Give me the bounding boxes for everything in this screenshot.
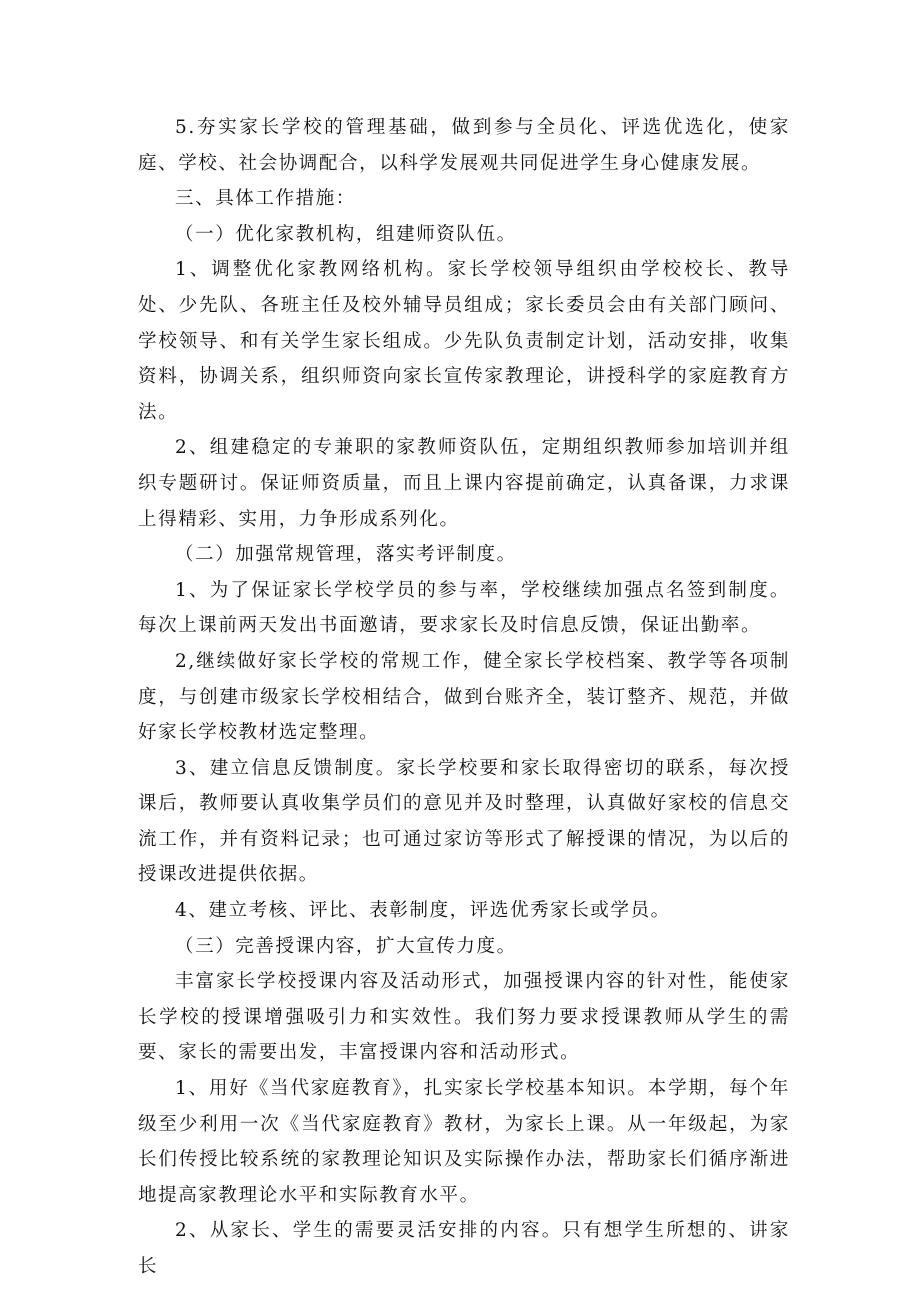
paragraph-assessment: 4、建立考核、评比、表彰制度，评选优秀家长或学员。 — [175, 900, 671, 922]
subheading-routine-management: （二）加强常规管理，落实考评制度。 — [175, 544, 517, 566]
paragraph-build-teachers: 2、组建稳定的专兼职的家教师资队伍，定期组织教师参加培训并组织专题研讨。保证师资质量，而且上课内容提前确定，认真备课，力求课上得精彩、实用，力争形成系列化。 — [138, 437, 790, 530]
paragraph-attendance: 1、为了保证家长学校学员的参与率，学校继续加强点名签到制度。每次上课前两天发出书面邀请，要求家长及时信息反馈，保证出勤率。 — [138, 579, 790, 637]
document-body — [138, 110, 790, 1285]
paragraph-item-5: 5.夯实家长学校的管理基础，做到参与全员化、评选优选化，使家庭、学校、社会协调配合，以科学发展观共同促进学生身心健康发展。 — [138, 117, 790, 174]
paragraph-feedback-system: 3、建立信息反馈制度。家长学校要和家长取得密切的联系，每次授课后，教师要认真收集学员们的意见并及时整理，认真做好家校的信息交流工作，并有资料记录；也可通过家访等形式了解授课的情况，为以后的授课改进提供依据。 — [138, 757, 790, 886]
section-heading-measures: 三、具体工作措施： — [175, 188, 356, 210]
subheading-teaching-content: （三）完善授课内容，扩大宣传力度。 — [175, 935, 517, 957]
paragraph-enrich-content: 丰富家长学校授课内容及活动形式，加强授课内容的针对性，能使家长学校的授课增强吸引力和实效性。我们努力要求授课教师从学生的需要、家长的需要出发，丰富授课内容和活动形式。 — [138, 971, 790, 1064]
paragraph-flexible-content: 2、从家长、学生的需要灵活安排的内容。只有想学生所想的、讲家长 — [138, 1220, 790, 1277]
paragraph-routine-work: 2,继续做好家长学校的常规工作，健全家长学校档案、教学等各项制度，与创建市级家长学校相结合，做到台账齐全，装订整齐、规范，并做好家长学校教材选定整理。 — [138, 650, 790, 744]
paragraph-adjust-network: 1、调整优化家教网络机构。家长学校领导组织由学校校长、教导处、少先队、各班主任及校外辅导员组成；家长委员会由有关部门顾问、学校领导、和有关学生家长组成。少先队负责制定计划，活动安排，收集资料，协调关系，组织师资向家长宣传家教理论，讲授科学的家庭教育方法。 — [138, 259, 790, 423]
subheading-optimize-organization: （一）优化家教机构，组建师资队伍。 — [175, 223, 517, 245]
paragraph-use-textbook: 1、用好《当代家庭教育》，扎实家长学校基本知识。本学期，每个年级至少利用一次《当代家庭教育》教材，为家长上课。从一年级起，为家长们传授比较系统的家教理论知识及实际操作办法，帮助家长们循序渐进地提高家教理论水平和实际教育水平。 — [138, 1078, 790, 1206]
